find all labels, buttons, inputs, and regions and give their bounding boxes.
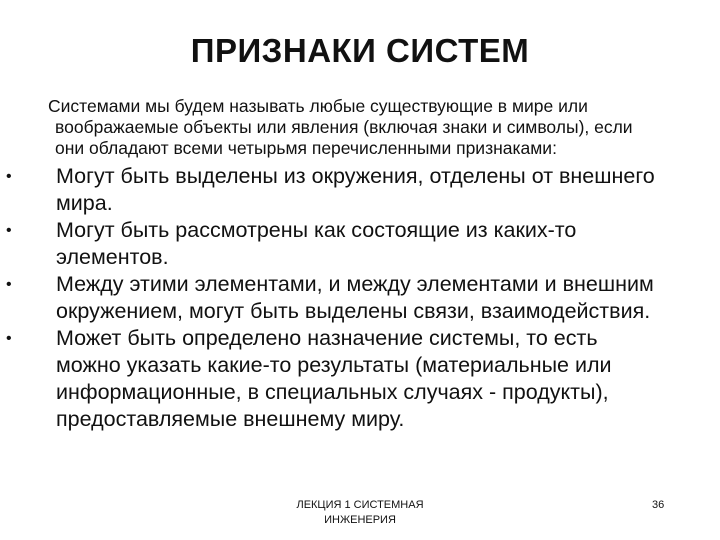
intro-line: Системами мы будем называть любые существующие в мире или xyxy=(48,96,588,116)
bullet-text-line: элементов. xyxy=(56,245,169,269)
bullet-icon: • xyxy=(6,276,12,293)
bullet-item xyxy=(0,325,720,433)
bullet-icon: • xyxy=(6,168,12,185)
intro-paragraph xyxy=(0,96,720,159)
bullet-text-line: окружением, могут быть выделены связи, взаимодействия. xyxy=(56,299,651,323)
bullet-icon: • xyxy=(6,330,12,347)
bullet-text-line: Могут быть рассмотрены как состоящие из каких-то xyxy=(56,218,577,242)
intro-line: воображаемые объекты или явления (включая знаки и символы), если xyxy=(55,117,633,137)
footer-line: ЛЕКЦИЯ 1 СИСТЕМНАЯ xyxy=(296,499,424,511)
bullet-text-line: Могут быть выделены из окружения, отделены от внешнего xyxy=(56,164,655,188)
bullet-text-line: мира. xyxy=(56,191,113,215)
bullet-text-line: предоставляемые внешнему миру. xyxy=(56,407,405,431)
bullet-text-line: Может быть определено назначение системы, то есть xyxy=(56,326,598,350)
page-number: 36 xyxy=(652,499,665,511)
bullet-item xyxy=(0,163,720,217)
bullet-item xyxy=(0,271,720,325)
bullet-list xyxy=(0,163,720,433)
bullet-text-line: Между этими элементами, и между элементами и внешним xyxy=(56,272,654,296)
intro-line: они обладают всеми четырьмя перечисленными признаками: xyxy=(55,138,557,158)
footer-lecture-title xyxy=(260,498,460,528)
bullet-icon: • xyxy=(6,222,12,239)
slide-title: ПРИЗНАКИ СИСТЕМ xyxy=(190,32,530,69)
bullet-text-line: можно указать какие-то результаты (материальные или xyxy=(56,353,612,377)
bullet-item xyxy=(0,217,720,271)
footer-line: ИНЖЕНЕРИЯ xyxy=(324,514,396,526)
bullet-text-line: информационные, в специальных случаях - продукты), xyxy=(56,380,609,404)
